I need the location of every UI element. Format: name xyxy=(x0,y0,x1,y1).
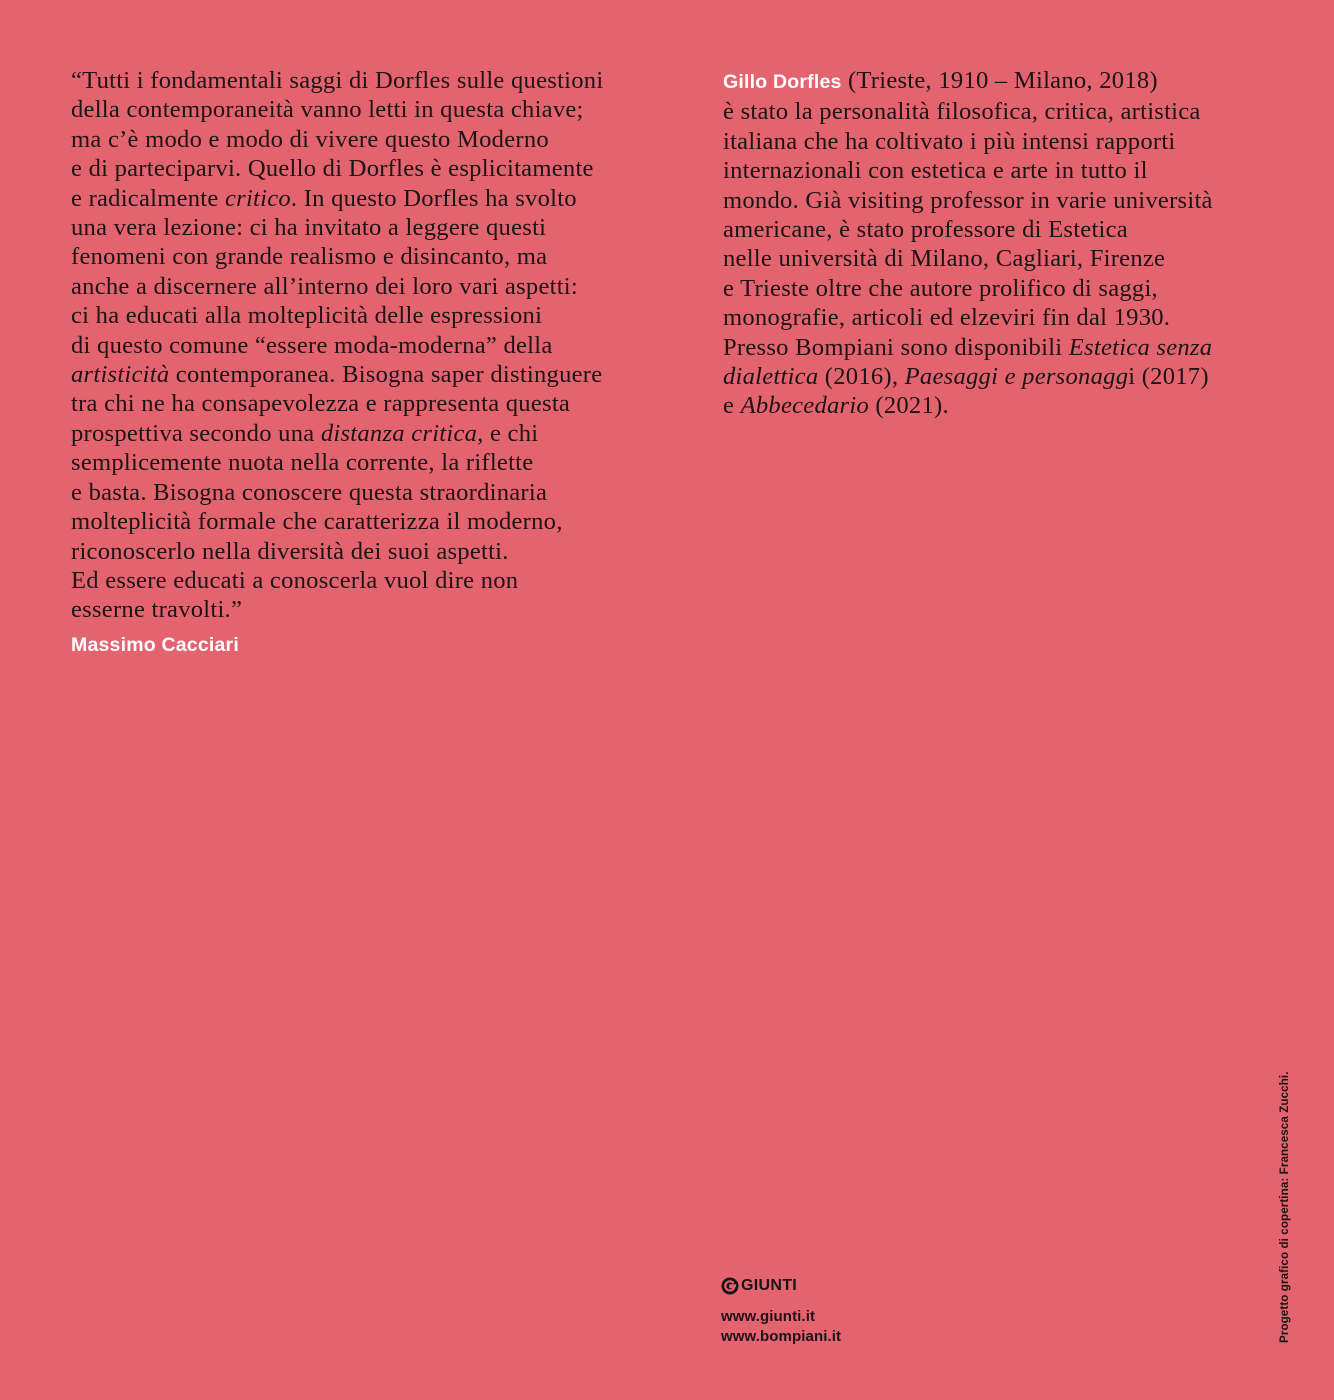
publisher-block xyxy=(721,1275,961,1347)
quote-text: prospettiva secondo una xyxy=(71,419,321,447)
bio-line xyxy=(723,333,1283,362)
quote-line xyxy=(71,184,631,213)
quote-line: tra chi ne ha consapevolezza e rappresenta questa xyxy=(71,390,571,418)
bio-line: è stato la personalità filosofica, critica, artistica xyxy=(723,98,1201,126)
quote-text: , e chi xyxy=(477,419,539,447)
quote-line: di questo comune “essere moda-moderna” della xyxy=(71,331,553,359)
bio-line: internazionali con estetica e arte in tutto il xyxy=(723,157,1148,185)
book-title: Estetica senza xyxy=(1068,333,1213,361)
quote-text: e radicalmente xyxy=(71,184,225,212)
book-title: Abbecedario xyxy=(740,392,869,420)
quote-line: anche a discernere all’interno dei loro vari aspetti: xyxy=(71,272,578,300)
quote-line: e basta. Bisogna conoscere questa straordinaria xyxy=(71,478,548,506)
quote-line: Ed essere educati a conoscerla vuol dire non xyxy=(71,566,519,594)
quote-italic-text: critico xyxy=(224,184,291,212)
quote-block xyxy=(71,66,631,659)
quote-line: fenomeni con grande realismo e disincanto, ma xyxy=(71,243,548,271)
quote-line: “Tutti i fondamentali saggi di Dorfles sulle questioni xyxy=(71,67,604,94)
author-bio-block xyxy=(723,66,1283,421)
quote-line: molteplicità formale che caratterizza il moderno, xyxy=(71,508,563,536)
quote-line xyxy=(71,360,631,389)
bio-text: e xyxy=(723,392,741,420)
giunti-website-link[interactable]: www.giunti.it xyxy=(721,1308,816,1325)
quote-line: ci ha educati alla molteplicità delle espressioni xyxy=(71,302,543,330)
book-title: Paesaggi e personagg xyxy=(904,363,1129,391)
quote-line: una vera lezione: ci ha invitato a leggere questi xyxy=(71,214,547,242)
bio-line: monografie, articoli ed elzeviri fin dal 1930. xyxy=(723,304,1171,332)
quote-line: della contemporaneità vanno letti in questa chiave; xyxy=(71,96,584,124)
quote-line: riconoscerlo nella diversità dei suoi aspetti. xyxy=(71,537,509,565)
giunti-g-logo-icon xyxy=(721,1277,739,1295)
bio-text: i (2017) xyxy=(1128,363,1209,391)
cover-design-credit: Progetto grafico di copertina: Francesca Zucchi. xyxy=(1278,1071,1291,1343)
bio-text: Presso Bompiani sono disponibili xyxy=(723,333,1069,361)
quote-text: contemporanea. Bisogna saper distinguere xyxy=(169,361,603,389)
quote-italic-text: distanza critica xyxy=(320,419,478,447)
bio-text: (2021). xyxy=(869,392,949,420)
bio-line: mondo. Già visiting professor in varie università xyxy=(723,186,1213,214)
quote-line xyxy=(71,419,631,448)
quote-italic-text: artisticità xyxy=(71,361,170,389)
publisher-logo-text: GIUNTI xyxy=(741,1277,798,1294)
bio-line: italiana che ha coltivato i più intensi rapporti xyxy=(723,127,1176,155)
quote-author: Massimo Cacciari xyxy=(71,633,239,656)
bio-text: (2016), xyxy=(818,363,905,391)
bio-line: e Trieste oltre che autore prolifico di saggi, xyxy=(723,274,1158,302)
bio-line: americane, è stato professore di Estetica xyxy=(723,216,1128,244)
bompiani-website-link[interactable]: www.bompiani.it xyxy=(721,1328,842,1345)
bio-line xyxy=(723,66,1283,97)
bio-text: (Trieste, 1910 – Milano, 2018) xyxy=(841,67,1158,94)
publisher-logo xyxy=(721,1275,961,1297)
quote-line: ma c’è modo e modo di vivere questo Moderno xyxy=(71,125,549,153)
bio-line xyxy=(723,391,1283,420)
author-name: Gillo Dorfles xyxy=(723,71,842,93)
quote-line: semplicemente nuota nella corrente, la riflette xyxy=(71,449,534,477)
quote-line: esserne travolti.” xyxy=(71,596,243,624)
quote-line: e di parteciparvi. Quello di Dorfles è esplicitamente xyxy=(71,155,594,183)
bio-line xyxy=(723,362,1283,391)
quote-text: . In questo Dorfles ha svolto xyxy=(290,184,577,212)
bio-line: nelle università di Milano, Cagliari, Firenze xyxy=(723,245,1166,273)
book-title: dialettica xyxy=(723,363,819,391)
